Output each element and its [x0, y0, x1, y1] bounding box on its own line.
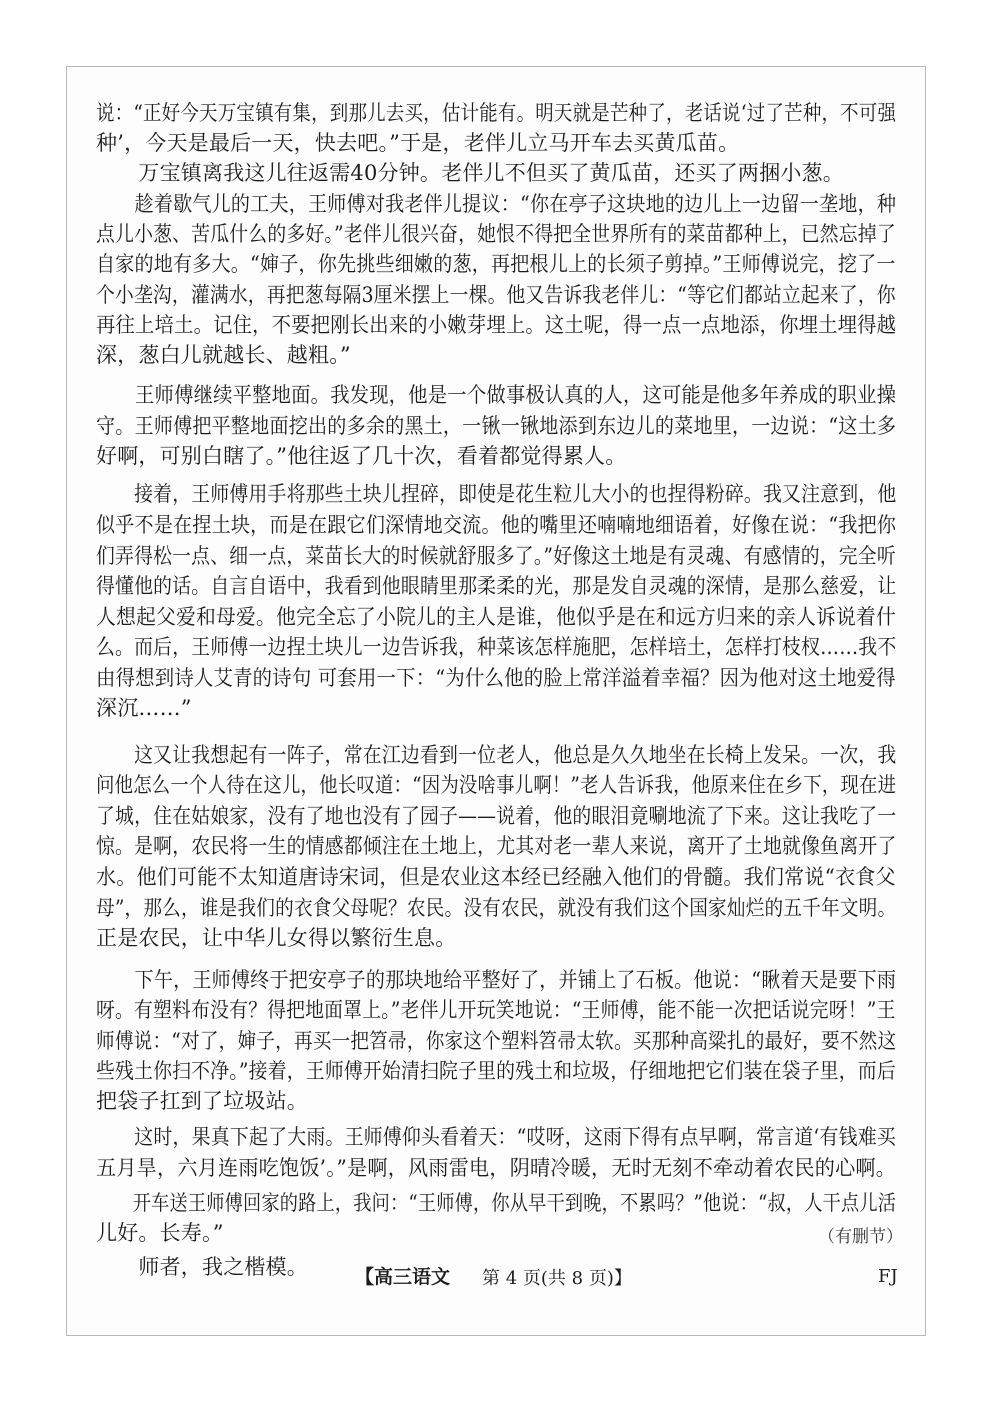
text-line: 母”，那么，谁是我们的衣食父母呢？农民。没有农民，就没有我们这个国家灿烂的五千年文明。 — [96, 896, 897, 920]
text-line: 把袋子扛到了垃圾站。 — [96, 1089, 308, 1113]
footer-region-code: FJ — [878, 1266, 898, 1287]
text-line: 趁着歇气儿的工夫，王师傅对我老伴儿提议：“你在亭子这块地的边儿上一边留一垄地，种 — [96, 192, 897, 216]
text-line: 师者，我之楷模。 — [96, 1255, 308, 1279]
text-line: 守。王师傅把平整地面挖出的多余的黑土，一锹一锹地添到东边儿的菜地里，一边说：“这土多 — [96, 414, 897, 438]
text-line: 这时，果真下起了大雨。王师傅仰头看着天：“哎呀，这雨下得有点早啊，常言道‘有钱难买 — [96, 1125, 896, 1149]
text-line: 这又让我想起有一阵子，常在江边看到一位老人，他总是久久地坐在长椅上发呆。一次，我 — [96, 743, 897, 767]
text-line: 个小垄沟，灌满水，再把葱每隔3厘米摆上一棵。他又告诉我老伴儿：“等它们都站立起来了，你 — [96, 283, 896, 307]
text-line: 种’，今天是最后一天，快去吧。”于是，老伴儿立马开车去买黄瓜苗。 — [96, 131, 740, 155]
text-line: 五月旱，六月连雨吃饱饭’。”是啊，风雨雷电，阴晴冷暖，无时无刻不牵动着农民的心啊。 — [96, 1156, 897, 1180]
text-line: 深沉……” — [96, 696, 192, 720]
text-line: 自家的地有多大。“婶子，你先挑些细嫩的葱，再把根儿上的长须子剪掉。”王师傅说完，挖了一 — [96, 252, 896, 276]
text-line: 呀。有塑料布没有？得把地面罩上。”老伴儿开玩笑地说：“王师傅，能不能一次把话说完呀！”王 — [96, 998, 896, 1022]
text-line: 人想起父爱和母爱。他完全忘了小院儿的主人是谁，他似乎是在和远方归来的亲人诉说着什 — [96, 605, 897, 629]
text-line: 们弄得松一点、细一点，菜苗长大的时候就舒服多了。”好像这土地是有灵魂、有感情的，完全听 — [96, 544, 896, 568]
text-line: 万宝镇离我这儿往返需40分钟。老伴儿不但买了黄瓜苗，还买了两捆小葱。 — [96, 161, 844, 185]
text-line: 说：“正好今天万宝镇有集，到那儿去买，估计能有。明天就是芒种了，老话说‘过了芒种，不可强 — [96, 101, 897, 125]
text-line: 好啊，可别白瞎了。”他往返了几十次，看着都觉得累人。 — [96, 444, 627, 468]
text-line: 师傅说：“对了，婶子，再买一把笤帚，你家这个塑料笤帚太软。买那种高粱扎的最好，要不然这 — [96, 1029, 897, 1053]
text-line: 接着，王师傅用手将那些土块儿捏碎，即使是花生粒儿大小的也捏得粉碎。我又注意到，他 — [96, 482, 897, 506]
text-line: 了城，住在姑娘家，没有了地也没有了园子——说着，他的眼泪竟唰地流了下来。这让我吃了一 — [96, 804, 897, 828]
footer-page-number: 第 4 页(共 8 页)】 — [482, 1268, 632, 1289]
text-line: 问他怎么一个人待在这儿，他长叹道：“因为没啥事儿啊！”老人告诉我，他原来住在乡下，现在进 — [96, 773, 897, 797]
text-line: 儿好。长寿。” — [96, 1221, 224, 1245]
text-line: 水。他们可能不太知道唐诗宋词，但是农业这本经已经融入他们的骨髓。我们常说“衣食父 — [96, 865, 896, 889]
text-line: 些残土你扫不净。”接着，王师傅开始清扫院子里的残土和垃圾，仔细地把它们装在袋子里，而后 — [96, 1059, 896, 1083]
footer-subject: 【高三语文 — [355, 1266, 451, 1288]
abridged-note: （有删节） — [818, 1227, 903, 1247]
text-line: 似乎不是在捏土块，而是在跟它们深情地交流。他的嘴里还喃喃地细语着，好像在说：“我把你 — [96, 513, 897, 537]
text-line: 正是农民，让中华儿女得以繁衍生息。 — [96, 926, 457, 950]
text-line: 王师傅继续平整地面。我发现，他是一个做事极认真的人，这可能是他多年养成的职业操 — [96, 383, 897, 407]
text-line: 惊。是啊，农民将一生的情感都倾注在土地上，尤其对老一辈人来说，离开了土地就像鱼离开了 — [96, 834, 897, 858]
text-line: 开车送王师傅回家的路上，我问：“王师傅，你从早干到晚，不累吗？”他说：“叔，人干点儿活 — [96, 1191, 897, 1215]
text-line: 深，葱白儿就越长、越粗。” — [96, 343, 351, 367]
text-line: 么。而后，王师傅一边捏土块儿一边告诉我，种菜该怎样施肥，怎样培土，怎样打枝杈……我不 — [96, 635, 897, 659]
text-line: 点儿小葱、苦瓜什么的多好。”老伴儿很兴奋，她恨不得把全世界所有的菜苗都种上，已然忘掉了 — [96, 222, 896, 246]
text-line: 由得想到诗人艾青的诗句 可套用一下：“为什么他的脸上常洋溢着幸福？因为他对这土地爱得 — [96, 666, 896, 690]
text-line: 下午，王师傅终于把安亭子的那块地给平整好了，并铺上了石板。他说：“瞅着天是要下雨 — [96, 968, 897, 992]
text-line: 得懂他的话。自言自语中，我看到他眼睛里那柔柔的光，那是发自灵魂的深情，是那么慈爱，让 — [96, 574, 897, 598]
text-line: 再往上培土。记住，不要把刚长出来的小嫩芽埋上。这土呢，得一点一点地添，你埋土埋得越 — [96, 313, 897, 337]
